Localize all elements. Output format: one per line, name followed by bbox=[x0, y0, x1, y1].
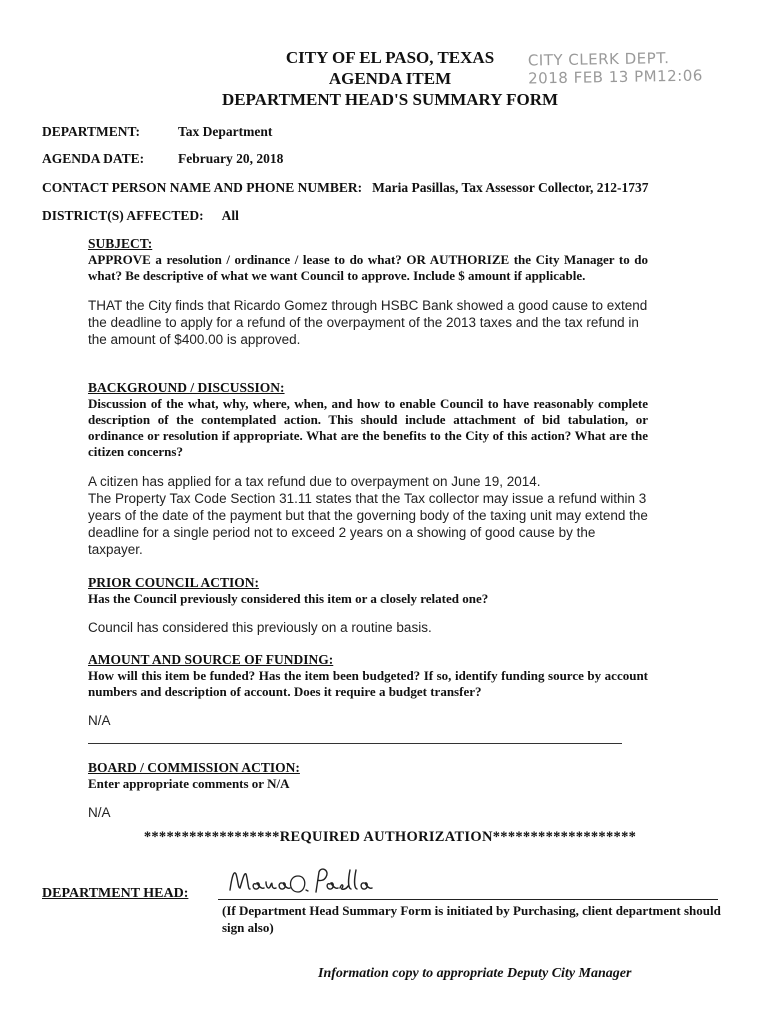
background-heading: BACKGROUND / DISCUSSION: bbox=[88, 380, 285, 395]
board-body: N/A bbox=[88, 805, 111, 820]
background-body-line2: The Property Tax Code Section 31.11 states that the Tax collector may issue a refund within 3 years of the date of the payment but that the governing body of the taxing unit may extend the deadline for a single period not to exceed 2 years on a showing of good cause by the taxpayer. bbox=[88, 491, 648, 557]
contact-label: CONTACT PERSON NAME AND PHONE NUMBER: bbox=[42, 180, 363, 195]
signature-note: (If Department Head Summary Form is initiated by Purchasing, client department should sign also) bbox=[222, 903, 721, 935]
prior-council-prompt: Has the Council previously considered this item or a closely related one? bbox=[88, 591, 489, 606]
background-body-line1: A citizen has applied for a tax refund due to overpayment on June 19, 2014. bbox=[88, 474, 541, 489]
prior-council-section bbox=[88, 575, 648, 636]
city-title: CITY OF EL PASO, TEXAS bbox=[285, 48, 495, 67]
section-divider bbox=[88, 743, 622, 744]
form-header bbox=[200, 47, 580, 110]
prior-council-heading: PRIOR COUNCIL ACTION: bbox=[88, 575, 260, 590]
department-value: Tax Department bbox=[178, 124, 273, 139]
signature-line bbox=[218, 899, 718, 900]
stamp-dept: CITY CLERK DEPT. bbox=[527, 49, 670, 70]
contact-row bbox=[42, 179, 649, 197]
funding-heading: AMOUNT AND SOURCE OF FUNDING: bbox=[88, 652, 334, 667]
background-section bbox=[88, 380, 648, 558]
department-head-signature bbox=[226, 862, 376, 907]
clerk-received-stamp bbox=[528, 48, 703, 87]
subject-body: THAT the City finds that Ricardo Gomez through HSBC Bank showed a good cause to extend the deadline to apply for a refund of the overpayment of the 2013 taxes and the tax refund in the amount of $400.00 is approved. bbox=[88, 298, 648, 347]
subject-heading: SUBJECT: bbox=[88, 236, 153, 251]
board-section bbox=[88, 760, 648, 821]
stamp-datetime: 2018 FEB 13 PM12:06 bbox=[528, 66, 703, 88]
agenda-item-title: AGENDA ITEM bbox=[328, 69, 452, 88]
footer-note: Information copy to appropriate Deputy City Manager bbox=[318, 966, 632, 981]
form-title: DEPARTMENT HEAD'S SUMMARY FORM bbox=[221, 90, 559, 109]
agenda-date-label: AGENDA DATE: bbox=[42, 151, 145, 166]
district-value: All bbox=[221, 208, 239, 223]
district-label: DISTRICT(S) AFFECTED: bbox=[42, 208, 204, 223]
funding-section bbox=[88, 652, 648, 729]
department-label: DEPARTMENT: bbox=[42, 124, 141, 139]
background-prompt: Discussion of the what, why, where, when, and how to enable Council to have reasonably complete description of the contemplated action. This should include attachment of bid tabulation, or ordinance or resolution if appropriate. What are the benefits to the City of this action? What are the citizen concerns? bbox=[88, 396, 648, 459]
contact-value: Maria Pasillas, Tax Assessor Collector, 212-1737 bbox=[372, 180, 649, 195]
district-row bbox=[42, 207, 239, 225]
funding-body: N/A bbox=[88, 713, 111, 728]
board-prompt: Enter appropriate comments or N/A bbox=[88, 776, 290, 791]
funding-prompt: How will this item be funded? Has the item been budgeted? If so, identify funding source by account numbers and description of account. Does it require a budget transfer? bbox=[88, 668, 648, 699]
handwritten-signature-icon bbox=[226, 862, 376, 902]
board-heading: BOARD / COMMISSION ACTION: bbox=[88, 760, 300, 775]
required-authorization-banner: ******************REQUIRED AUTHORIZATION******************* bbox=[143, 829, 637, 845]
subject-prompt: APPROVE a resolution / ordinance / lease to do what? OR AUTHORIZE the City Manager to do what? Be descriptive of what we want Council to approve. Include $ amount if applicable. bbox=[88, 252, 648, 283]
department-head-label: DEPARTMENT HEAD: bbox=[42, 886, 189, 901]
agenda-date-value: February 20, 2018 bbox=[178, 151, 284, 166]
prior-council-body: Council has considered this previously on a routine basis. bbox=[88, 620, 432, 635]
subject-section bbox=[88, 236, 648, 348]
